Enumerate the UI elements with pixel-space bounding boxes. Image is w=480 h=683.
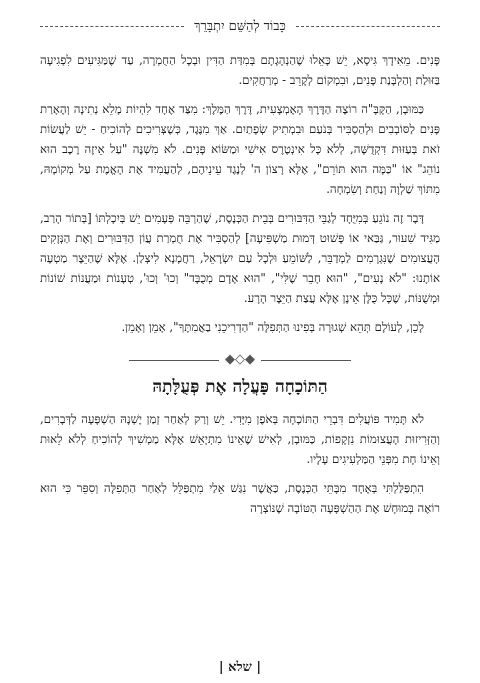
section-divider (40, 353, 440, 367)
page-number: | שלא | (218, 660, 262, 675)
paragraph: לֹא תָּמִיד פּוֹעֲלִים דִּבְרֵי הַתּוֹכָחָה בְּאֹפֶן מִיָּדִי. יֵשׁ וְרַק לְאַחַר זְמַן יֶשְׁנָהּ הַשְׁפָּעָה לַדְּבָרִים, וְהַזְּרִיזוּת הָעֲצוּמוֹת נִזְקָפוֹת, כַּמּוּבָן, לְאִישׁ שֶׁאֵינוֹ מִתְיָאֵשׁ אֶלָּא מַמְשִׁיךְ לְהוֹכִיחַ לְלֹא לֵאוּת וְאֵינוֹ חָת מִפְּנֵי הַמַּלְעִיגִים עָלָיו. (40, 412, 440, 466)
paragraph: הִתְפַּלַּלְתִּי בְּאֶחָד מִבָּתֵּי הַכְּנֶסֶת, כַּאֲשֶׁר נִגַּשׁ אֵלַי מִתְפַּלֵּל לְאַחַר הַתְּפִלָּה וְסִפֵּר כִּי הוּא רוֹאֶה בְּמוּחָשׁ אֶת הַהַשְׁפָּעָה הַטּוֹבָה שֶׁנּוֹצְרָה (40, 481, 440, 515)
paragraph: דָּבָר זֶה נוֹגֵעַ בְּמִיֻּחָד לְגַבֵּי הַדִּבּוּרִים בְּבֵית הַכְּנֶסֶת, שֶׁהַרְבֵּה פְּעָמִים יֵשׁ בְּיִכָלְתּוֹ [בְּתוֹר הָרַב, מַגִּיד שִׁעוּר, גַּבַּאי אוֹ פָּשׁוּט דְּמוּת מַשְׁפִּיעָה] לְהַסְבִּיר אֶת חֻמְרַת עֲוֹן הַדִּבּוּרִים וְאֶת הַנְּזָקִים הָעֲצוּמִים שֶׁנִּגְרָמִים לַמְדַבֵּר, לַשּׁוֹמֵעַ וּלְכָל עַם יִשְׂרָאֵל, רַחֲמָנָא לִיצְלַן. אֶלָּא שֶׁהַיֵּצֶר מַטְעֶה אוֹתָנוּ: "לֹא נָעִים", "הוּא חָבֵר שֶׁלִּי", "הוּא אָדָם מְכֻבָּד" וְכוּ' וְכוּ', טְעָנוֹת וּמַעֲנוֹת שׁוֹנוֹת וּמְשֻׁנּוֹת, שֶׁכָּל כֻּלָּן אֵינָן אֶלָּא עֲצַת הַיֵּצֶר הָרָע. (40, 211, 440, 305)
paragraph: לָכֵן, לְעוֹלָם תְּהֵא שְׁגוּרָה בְּפִינוּ הַתְּפִלָּה "הַדְרִיכֵנִי בַאֲמִתֶּךָ", אָמֵן וְאָמֵן. (121, 320, 424, 334)
page-body (40, 50, 440, 527)
paragraph: פָּנִים. מֵאִידָךְ גִּיסָא, יֵשׁ כָּאֵלוּ שֶׁהַנְהָגָתָם בְּמִדַּת הַדִּין וּבְכָל הַחֻמְרָה, עַד שֶׁמַּגִּיעִים לִפְגִיעָה בַּזּוּלַת וְהַלְבָּנַת פָּנִים, וּבִמְקוֹם לְקָרֵב - מְרַחֲקִים. (40, 53, 440, 87)
running-header (40, 16, 440, 36)
running-header-title: כָּבוֹד לְהַשֵּׁם יִתְבָּרֵךְ (194, 19, 286, 34)
divider-line-right (261, 360, 351, 361)
header-rule-left (40, 26, 184, 27)
header-rule-right (296, 26, 440, 27)
paragraph: כַּמּוּבָן, הַקָּבָּ"ה רוֹצֶה הַדֶּרֶךְ הָאֶמְצָעִית, דֶּרֶךְ הַמֶּלֶךְ: מִצַּד אֶחָד לִהְיוֹת מָלֵא נְתִינָה וְהֶאָרַת פָּנִים לַסּוֹבְבִים וּלְהַסְבִּיר בְּנֹעַם וּבִמְתִיק שְׂפָתַיִם. אַךְ מִנֶּגֶד, כְּשֶׁצְּרִיכִים לְהוֹכִיחַ - יֵשׁ לַעֲשׂוֹת זֹאת בְּעַזּוּת דִּקְדֻשָּׁה, לְלֹא כָּל אִינְטֶרֶס אִישִׁי וּמַשּׂוֹא פָּנִים. לֹא מִשְׁנֶּה "עַל אֵיזֶה רֶכֶב הוּא נוֹהֵג" אוֹ "כַּמָּה הוּא תּוֹרֵם", אֶלָּא רָצוֹן ה' לְנֶגֶד עֵינֵיהֶם, לְהַעֲמִיד אֶת הָאֱמֶת עַל מְקוֹמָהּ, מִתּוֹךְ שַׁלְוָה וְנַחַת וְשִׂמְחָה. (40, 102, 440, 196)
divider-line-left (129, 360, 219, 361)
divider-ornament-icon: ◆◇◆ (225, 352, 255, 367)
section-title: הַתּוֹכָחָה פָּעֲלָה אֶת פְּעֻלָּתָהּ (152, 377, 328, 397)
